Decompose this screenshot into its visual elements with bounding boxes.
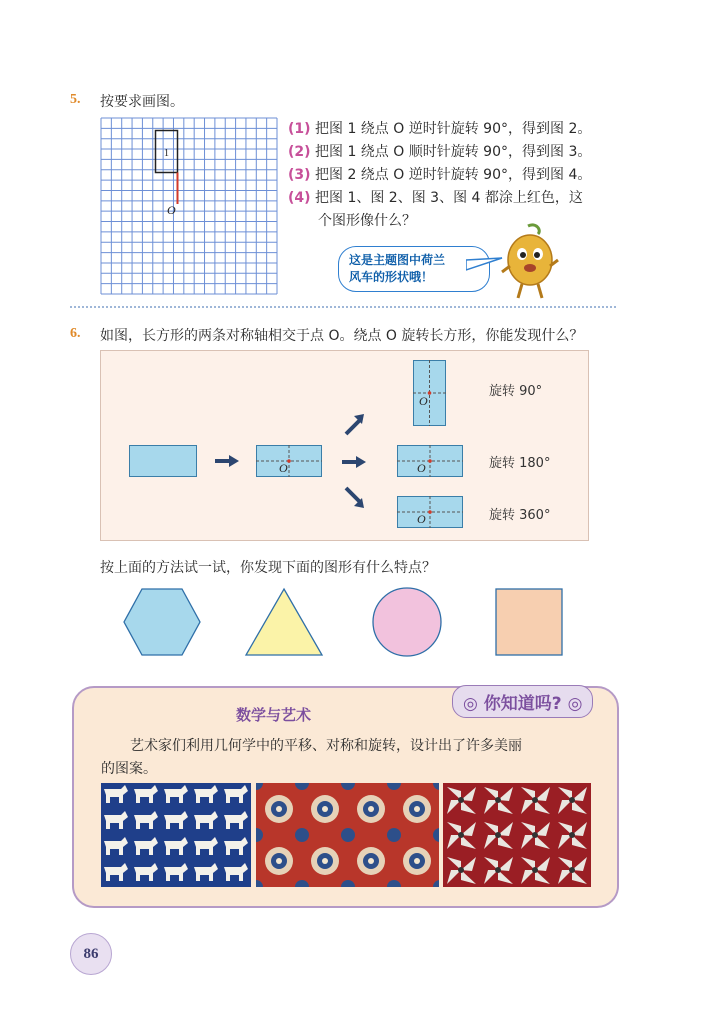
section-divider bbox=[70, 306, 616, 308]
step-4 bbox=[288, 187, 591, 210]
step-3-number: (3) bbox=[288, 167, 311, 183]
did-you-know-tag bbox=[452, 685, 593, 718]
step-1-text: 把图 1 绕点 O 逆时针旋转 90°，得到图 2。 bbox=[315, 121, 592, 137]
question-6-prompt: 如图，长方形的两条对称轴相交于点 O。绕点 O 旋转长方形，你能发现什么？ bbox=[100, 328, 584, 344]
figure-1-label: 1 bbox=[164, 148, 169, 159]
step-1 bbox=[288, 118, 591, 141]
question-5-number: 5. bbox=[70, 92, 81, 107]
triangle-shape bbox=[244, 587, 324, 657]
carpet-pattern-image bbox=[256, 783, 439, 887]
question-5-prompt: 按要求画图。 bbox=[100, 94, 184, 110]
step-2 bbox=[288, 141, 591, 164]
step-4-number: (4) bbox=[288, 190, 311, 206]
center-o-label: O bbox=[279, 461, 288, 475]
tag-dot-icon: ◎ bbox=[463, 694, 478, 714]
square-shape bbox=[495, 588, 565, 658]
arrow-right-icon bbox=[215, 453, 241, 469]
math-art-title: 数学与艺术 bbox=[236, 706, 312, 724]
symmetry-axes bbox=[256, 445, 322, 477]
pinwheel-pattern-image bbox=[443, 783, 591, 887]
center-o-label-180: O bbox=[417, 461, 426, 475]
axes-rotated-90 bbox=[413, 360, 446, 426]
question-6-number: 6. bbox=[70, 326, 81, 341]
try-prompt: 按上面的方法试一试，你发现下面的图形有什么特点？ bbox=[100, 560, 436, 576]
axes-rotated-360 bbox=[397, 496, 463, 528]
tag-dot-icon-right: ◎ bbox=[567, 694, 583, 714]
step-2-text: 把图 1 绕点 O 顺时针旋转 90°，得到图 3。 bbox=[315, 144, 592, 160]
bubble-line-2: 风车的形状哦！ bbox=[349, 270, 434, 284]
original-rectangle bbox=[129, 445, 197, 477]
center-o-label-90: O bbox=[419, 394, 428, 408]
bubble-line-1: 这是主题图中荷兰 bbox=[349, 253, 446, 267]
math-art-line-2: 的图案。 bbox=[101, 761, 157, 777]
rotation-arrows bbox=[342, 410, 372, 510]
center-o-label-360: O bbox=[417, 512, 426, 526]
circle-shape bbox=[371, 587, 443, 659]
did-you-know-label: 你知道吗? bbox=[483, 694, 562, 714]
point-o-label: O bbox=[167, 203, 176, 217]
step-3-text: 把图 2 绕点 O 逆时针旋转 90°，得到图 4。 bbox=[315, 167, 592, 183]
page-number: 86 bbox=[70, 933, 112, 975]
hexagon-shape bbox=[122, 587, 202, 657]
label-rotate-180: 旋转 180° bbox=[489, 456, 551, 471]
potato-mascot-icon bbox=[498, 222, 562, 302]
axes-rotated-180 bbox=[397, 445, 463, 477]
label-rotate-360: 旋转 360° bbox=[489, 508, 551, 523]
tessellation-image-blue bbox=[101, 783, 251, 887]
question-5-steps bbox=[288, 118, 591, 233]
step-4-text-continued: 个图形像什么？ bbox=[318, 213, 416, 229]
step-2-number: (2) bbox=[288, 144, 311, 160]
step-4-text: 把图 1、图 2、图 3、图 4 都涂上红色，这 bbox=[315, 190, 583, 206]
step-1-number: (1) bbox=[288, 121, 311, 137]
step-3 bbox=[288, 164, 591, 187]
label-rotate-90: 旋转 90° bbox=[489, 384, 543, 399]
drawing-grid[interactable] bbox=[100, 117, 278, 295]
math-art-line-1: 艺术家们利用几何学中的平移、对称和旋转，设计出了许多美丽 bbox=[130, 738, 522, 754]
